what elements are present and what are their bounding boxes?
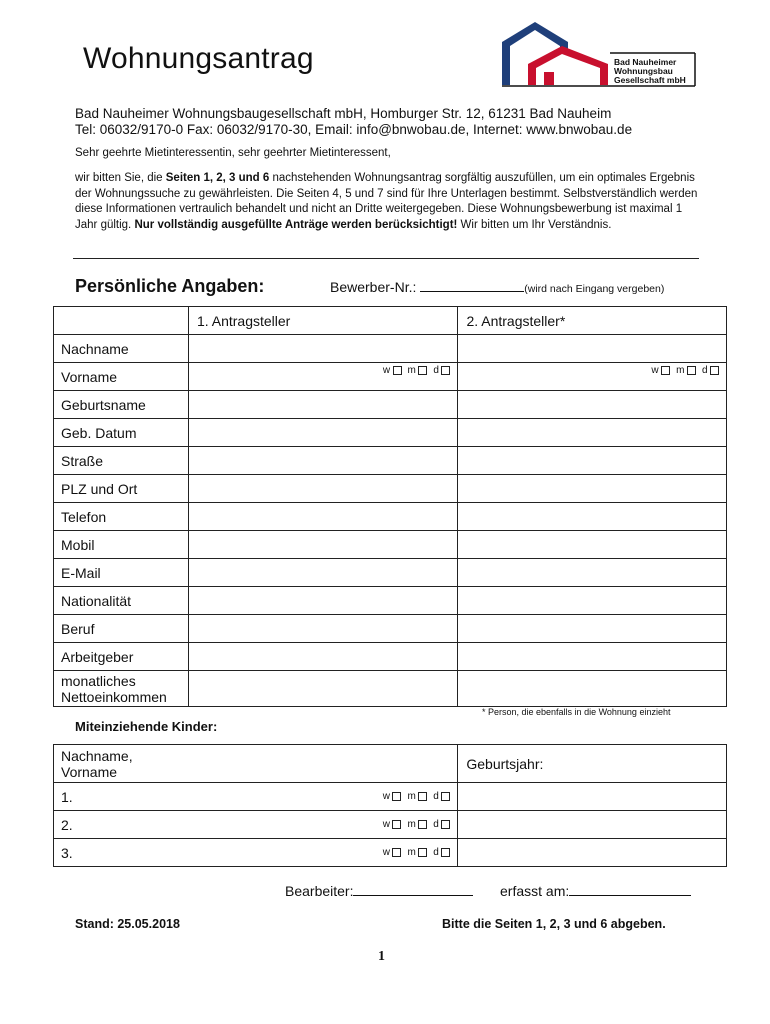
applicant-number-field[interactable] <box>420 279 524 292</box>
column-header-geburtsjahr: Geburtsjahr: <box>458 745 727 783</box>
checkbox-w[interactable] <box>661 366 670 375</box>
input-field[interactable] <box>188 615 458 643</box>
input-field[interactable] <box>188 447 458 475</box>
input-field[interactable] <box>458 643 727 671</box>
checkbox-d[interactable] <box>710 366 719 375</box>
column-header-name: Nachname, Vorname <box>54 745 458 783</box>
input-field[interactable] <box>188 419 458 447</box>
input-field[interactable] <box>188 475 458 503</box>
input-field[interactable] <box>458 559 727 587</box>
child-row-3[interactable]: 3. w m d <box>54 839 458 867</box>
row-label-telefon: Telefon <box>54 503 189 531</box>
input-geburtsjahr[interactable] <box>458 811 727 839</box>
applicant-number: Bewerber-Nr.: (wird nach Eingang vergeben) <box>330 279 665 295</box>
input-field[interactable] <box>188 671 458 707</box>
row-label-email: E-Mail <box>54 559 189 587</box>
children-table <box>53 744 727 867</box>
logo-line-1: Bad Nauheimer <box>614 57 677 67</box>
checkbox-m[interactable] <box>418 820 427 829</box>
address-line-2: Tel: 06032/9170-0 Fax: 06032/9170-30, Email: info@bnwobau.de, Internet: www.bnwobau.de <box>75 122 633 137</box>
version-date: Stand: 25.05.2018 <box>75 917 180 931</box>
erfasst-input[interactable] <box>569 883 691 896</box>
row-label-nachname: Nachname <box>54 335 189 363</box>
logo-line-3: Gesellschaft mbH <box>614 75 686 85</box>
divider <box>73 258 699 259</box>
row-label-beruf: Beruf <box>54 615 189 643</box>
checkbox-m[interactable] <box>418 848 427 857</box>
column-header-applicant-1: 1. Antragsteller <box>188 307 458 335</box>
input-field[interactable] <box>458 587 727 615</box>
input-field[interactable] <box>458 615 727 643</box>
input-vorname-1[interactable] <box>188 363 458 391</box>
child-row-2[interactable]: 2. w m d <box>54 811 458 839</box>
company-address <box>75 106 632 138</box>
input-field[interactable] <box>458 503 727 531</box>
bearbeiter-field: Bearbeiter: <box>285 883 473 899</box>
row-label-arbeitgeber: Arbeitgeber <box>54 643 189 671</box>
input-geburtsjahr[interactable] <box>458 783 727 811</box>
page-title: Wohnungsantrag <box>83 42 314 75</box>
address-line-1: Bad Nauheimer Wohnungsbaugesellschaft mbH, Homburger Str. 12, 61231 Bad Nauheim <box>75 106 612 121</box>
checkbox-m[interactable] <box>687 366 696 375</box>
checkbox-w[interactable] <box>392 848 401 857</box>
page-number: 1 <box>378 949 385 964</box>
checkbox-m[interactable] <box>418 366 427 375</box>
input-field[interactable] <box>458 391 727 419</box>
checkbox-w[interactable] <box>393 366 402 375</box>
row-label-plz-ort: PLZ und Ort <box>54 475 189 503</box>
intro-paragraph: wir bitten Sie, die Seiten 1, 2, 3 und 6 nachstehenden Wohnungsantrag sorgfältig auszufüllen, um ein optimales Ergebnis der Wohnungssuche zu gewährleisten. Die Seiten 4, 5 und 7 sind für Ihre Unterlagen bestimmt. Selbstverständlich werden diese Informationen vertraulich behandelt und nicht an Dritte weitergegeben. Diese Wohnungsbewerbung ist maximal 1 Jahr gültig. Nur vollständig ausgefüllte Anträge werden berücksichtigt! Wir bitten um Ihr Verständnis. <box>75 172 698 231</box>
footnote: * Person, die ebenfalls in die Wohnung einzieht <box>482 707 671 717</box>
row-label-geb-datum: Geb. Datum <box>54 419 189 447</box>
checkbox-d[interactable] <box>441 820 450 829</box>
input-geburtsjahr[interactable] <box>458 839 727 867</box>
input-vorname-2[interactable] <box>458 363 727 391</box>
row-label-vorname: Vorname <box>54 363 189 391</box>
input-nachname-1[interactable] <box>188 335 458 363</box>
checkbox-d[interactable] <box>441 792 450 801</box>
child-row-1[interactable]: 1. w m d <box>54 783 458 811</box>
salutation: Sehr geehrte Mietinteressentin, sehr geehrter Mietinteressent, <box>75 147 391 159</box>
row-label-mobil: Mobil <box>54 531 189 559</box>
company-logo <box>500 20 700 92</box>
row-label-nationalitaet: Nationalität <box>54 587 189 615</box>
checkbox-d[interactable] <box>441 366 450 375</box>
column-header-applicant-2: 2. Antragsteller* <box>458 307 727 335</box>
section-title-kinder: Miteinziehende Kinder: <box>75 719 218 734</box>
input-nachname-2[interactable] <box>458 335 727 363</box>
checkbox-w[interactable] <box>392 792 401 801</box>
row-label-nettoeinkommen: monatliches Nettoeinkommen <box>54 671 189 707</box>
section-title-personal: Persönliche Angaben: <box>75 276 265 296</box>
checkbox-d[interactable] <box>441 848 450 857</box>
gender-checkboxes: w m d <box>383 847 451 858</box>
input-field[interactable] <box>458 475 727 503</box>
input-field[interactable] <box>188 531 458 559</box>
input-field[interactable] <box>458 419 727 447</box>
input-field[interactable] <box>188 559 458 587</box>
input-field[interactable] <box>458 447 727 475</box>
personal-data-table <box>53 306 727 707</box>
input-field[interactable] <box>188 391 458 419</box>
logo-line-2: Wohnungsbau <box>614 66 673 76</box>
gender-checkboxes: w m d <box>383 819 451 830</box>
gender-checkboxes-2: w m d <box>651 365 719 376</box>
row-label-geburtsname: Geburtsname <box>54 391 189 419</box>
input-field[interactable] <box>188 503 458 531</box>
input-field[interactable] <box>458 531 727 559</box>
input-field[interactable] <box>188 643 458 671</box>
bearbeiter-input[interactable] <box>353 883 473 896</box>
checkbox-w[interactable] <box>392 820 401 829</box>
gender-checkboxes: w m d <box>383 791 451 802</box>
erfasst-field: erfasst am: <box>500 883 691 899</box>
input-field[interactable] <box>458 671 727 707</box>
checkbox-m[interactable] <box>418 792 427 801</box>
gender-checkboxes-1: w m d <box>383 365 451 376</box>
input-field[interactable] <box>188 587 458 615</box>
return-instruction: Bitte die Seiten 1, 2, 3 und 6 abgeben. <box>442 917 666 931</box>
row-label-strasse: Straße <box>54 447 189 475</box>
